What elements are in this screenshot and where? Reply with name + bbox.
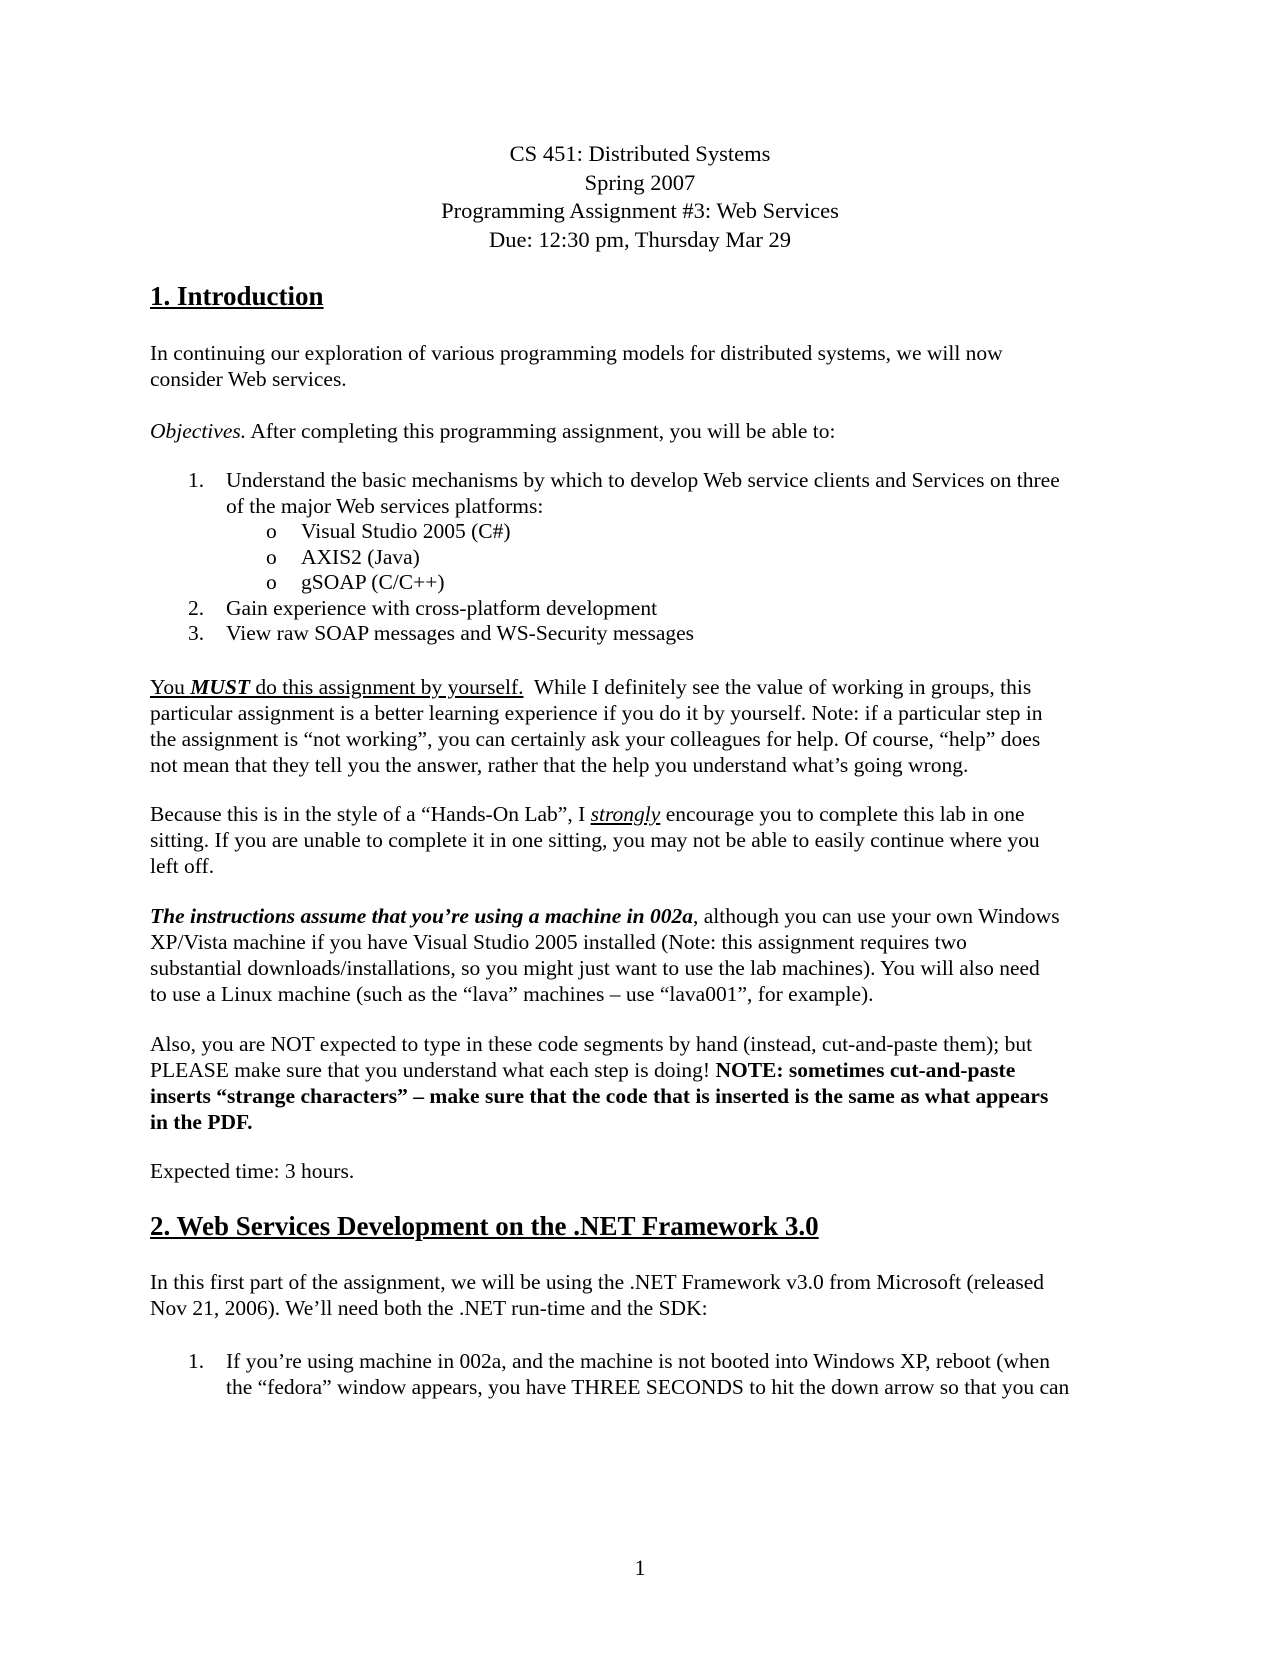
must-paragraph	[150, 674, 1140, 778]
list-text: View raw SOAP messages and WS-Security messages	[226, 621, 695, 645]
must-sentence	[150, 675, 524, 699]
must-post: do this assignment by yourself.	[249, 675, 524, 699]
lab-strong: strongly	[590, 802, 661, 826]
page-number: 1	[634, 1555, 646, 1580]
bullet-icon: o	[266, 570, 277, 594]
paragraph-line: to use a Linux machine (such as the “lava” machines – use “lava001”, for example).	[150, 982, 874, 1006]
lab-pre: Because this is in the style of a “Hands-On Lab”, I	[150, 802, 591, 826]
platform-item: AXIS2 (Java)	[301, 545, 420, 569]
paragraph-line: sitting. If you are unable to complete it in one sitting, you may not be able to easily continue where you	[150, 828, 1040, 852]
paragraph-line: the assignment is “not working”, you can certainly ask your colleagues for help. Of course, “help” does	[150, 727, 1041, 751]
paragraph-line: substantial downloads/installations, so you might just want to use the lab machines). You will also need	[150, 956, 1040, 980]
paragraph-line: XP/Vista machine if you have Visual Studio 2005 installed (Note: this assignment requires two	[150, 930, 967, 954]
section-heading-dotnet: 2. Web Services Development on the .NET Framework 3.0	[150, 1211, 819, 1241]
list-text: If you’re using machine in 002a, and the machine is not booted into Windows XP, reboot (when	[226, 1349, 1050, 1373]
course-title: CS 451: Distributed Systems	[509, 141, 771, 166]
section-heading-introduction: 1. Introduction	[150, 281, 324, 311]
objectives-text: After completing this programming assignment, you will be able to:	[246, 419, 836, 443]
paragraph-line: left off.	[150, 854, 215, 878]
list-number: 1.	[188, 468, 205, 492]
list-text: Gain experience with cross-platform development	[226, 596, 658, 620]
intro-paragraph	[150, 340, 1140, 392]
also-line2-pre: PLEASE make sure that you understand what each step is doing!	[150, 1058, 716, 1082]
paragraph-line: not mean that they tell you the answer, rather that the help you understand what’s going wrong.	[150, 753, 969, 777]
instructions-paragraph	[150, 903, 1140, 1007]
platform-item: Visual Studio 2005 (C#)	[301, 519, 511, 543]
list-text: Understand the basic mechanisms by which to develop Web service clients and Services on three	[226, 468, 1060, 492]
list-text: of the major Web services platforms:	[226, 494, 544, 518]
paragraph-line: Also, you are NOT expected to type in these code segments by hand (instead, cut-and-paste them); but	[150, 1032, 1033, 1056]
paragraph-line: particular assignment is a better learning experience if you do it by yourself. Note: if a particular step in	[150, 701, 1043, 725]
also-line2-bold: NOTE: sometimes cut-and-paste	[715, 1058, 1016, 1082]
list-number: 1.	[188, 1349, 205, 1373]
expected-time: Expected time: 3 hours.	[150, 1159, 355, 1183]
list-text: the “fedora” window appears, you have THREE SECONDS to hit the down arrow so that you can	[226, 1375, 1070, 1399]
lab-post: encourage you to complete this lab in one	[660, 802, 1025, 826]
lab-paragraph	[150, 801, 1140, 879]
paragraph-line: Nov 21, 2006). We’ll need both the .NET run-time and the SDK:	[150, 1296, 708, 1320]
list-number: 2.	[188, 596, 205, 620]
must-word: MUST	[190, 675, 250, 699]
bullet-icon: o	[266, 519, 277, 543]
dotnet-intro-paragraph	[150, 1269, 1140, 1321]
assignment-title: Programming Assignment #3: Web Services	[441, 198, 839, 223]
bullet-icon: o	[266, 545, 277, 569]
must-pre: You	[150, 675, 191, 699]
instructions-post: , although you can use your own Windows	[692, 904, 1060, 928]
paragraph-line: inserts “strange characters” – make sure that the code that is inserted is the same as what appears	[150, 1084, 1049, 1108]
objectives-label: Objectives.	[150, 419, 247, 443]
cut-paste-paragraph	[150, 1031, 1140, 1135]
document-header	[0, 140, 1280, 254]
platform-item: gSOAP (C/C++)	[301, 570, 445, 594]
due-date: Due: 12:30 pm, Thursday Mar 29	[488, 226, 792, 252]
term: Spring 2007	[584, 169, 696, 195]
paragraph-line: in the PDF.	[150, 1110, 253, 1134]
paragraph-line: In this first part of the assignment, we will be using the .NET Framework v3.0 from Microsoft (released	[150, 1270, 1045, 1294]
list-number: 3.	[188, 621, 205, 645]
instructions-bold: The instructions assume that you’re using a machine in 002a	[150, 904, 693, 928]
intro-line: In continuing our exploration of various programming models for distributed systems, we will now	[150, 341, 1003, 365]
objectives-paragraph	[150, 418, 1140, 444]
intro-line: consider Web services.	[150, 367, 347, 391]
must-rest: While I definitely see the value of working in groups, this	[523, 675, 1032, 699]
